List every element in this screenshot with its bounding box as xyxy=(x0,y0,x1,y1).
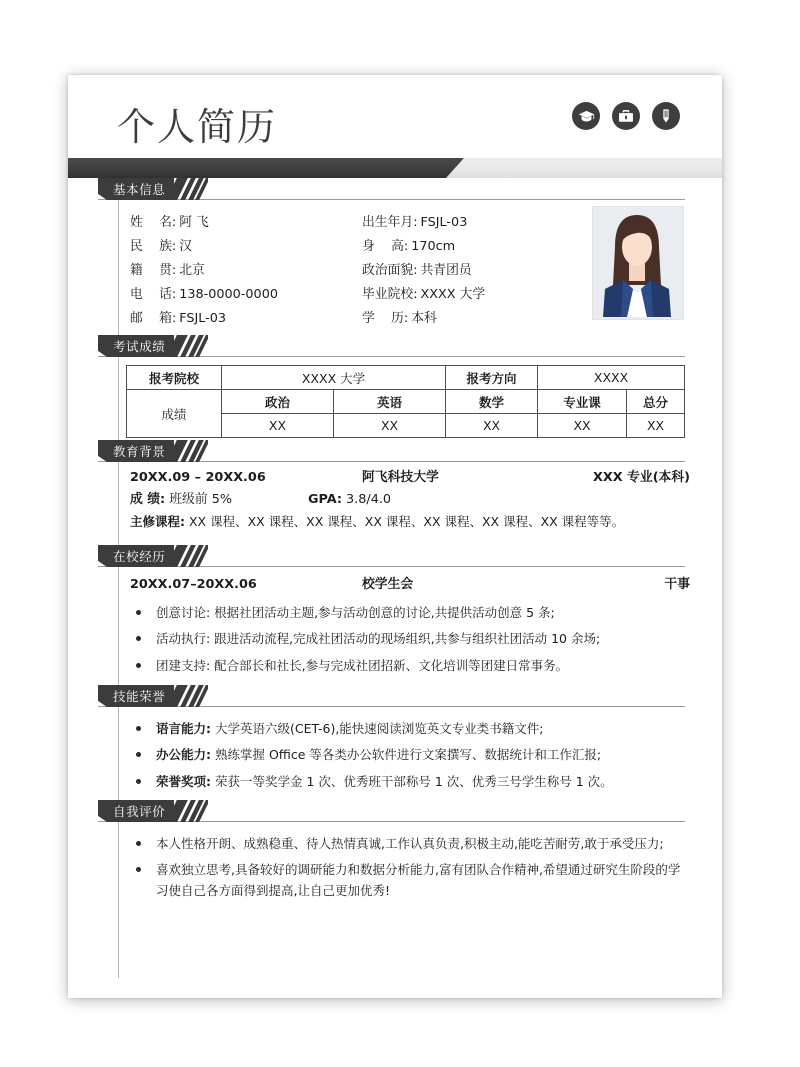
section-self-evaluation xyxy=(68,800,722,920)
info-row xyxy=(130,280,560,304)
field-label: 籍 贯: xyxy=(130,262,177,278)
tag-stripes xyxy=(174,685,208,707)
tag-notch xyxy=(98,335,107,357)
skill-label: 办公能力: xyxy=(156,747,211,763)
gpa-label: GPA: xyxy=(308,492,342,507)
cell-score: XX xyxy=(538,414,627,438)
skill-label: 语言能力: xyxy=(156,721,211,736)
list-item xyxy=(130,745,690,765)
field-value: 本科 xyxy=(411,310,437,326)
page-title: 个人简历 xyxy=(117,105,278,149)
section-header-basic xyxy=(68,178,722,202)
courses-value: XX 课程、XX 课程、XX 课程、XX 课程、XX 课程、XX 课程、XX 课程等等。 xyxy=(188,514,625,529)
field-height xyxy=(362,235,455,254)
field-value: XXXX 大学 xyxy=(420,286,486,302)
graduation-cap-icon xyxy=(572,102,600,130)
cell-score-label: 成绩 xyxy=(127,390,222,438)
field-ethnicity xyxy=(130,235,362,254)
cell-direction-value: XXXX xyxy=(538,366,685,390)
info-row xyxy=(130,232,560,256)
cell-score: XX xyxy=(334,414,446,438)
field-label: 学 历: xyxy=(362,310,409,326)
tag-body xyxy=(107,178,174,200)
field-university xyxy=(362,283,485,302)
list-item: 本人性格开朗、成熟稳重、待人热情真诚,工作认真负责,积极主动,能吃苦耐劳,敢于承受压力; xyxy=(130,834,690,854)
resume-body xyxy=(68,178,722,998)
section-campus-experience xyxy=(68,545,722,685)
field-value: 汉 xyxy=(179,238,192,254)
campus-date: 20XX.07–20XX.06 xyxy=(130,577,257,592)
skill-label: 荣誉奖项: xyxy=(156,773,211,789)
list-item: 创意讨论: 根据社团活动主题,参与活动创意的讨论,共提供活动创意 5 条; xyxy=(130,603,690,623)
cell-school-value: XXXX 大学 xyxy=(222,366,446,390)
exam-score-table xyxy=(126,365,685,438)
cell-subject: 专业课 xyxy=(538,390,627,414)
tag-stripes xyxy=(174,440,208,462)
cell-subject: 英语 xyxy=(334,390,446,414)
list-item: 团建支持: 配合部长和社长,参与完成社团招新、文化培训等团建日常事务。 xyxy=(130,656,690,676)
section-title-campus: 在校经历 xyxy=(113,549,166,564)
field-value: 170cm xyxy=(411,238,456,254)
field-value: 北京 xyxy=(179,262,205,278)
education-rank xyxy=(130,490,232,510)
section-tag-scores xyxy=(98,335,208,357)
tag-body xyxy=(107,685,174,707)
field-label: 电 话: xyxy=(130,286,177,302)
tag-notch xyxy=(98,685,107,707)
briefcase-icon xyxy=(612,102,640,130)
field-value: 阿 飞 xyxy=(179,214,209,230)
field-value: 138-0000-0000 xyxy=(179,286,278,302)
education-school: 阿飞科技大学 xyxy=(362,470,439,485)
field-value: 共青团员 xyxy=(420,262,472,278)
tag-body xyxy=(107,545,174,567)
rank-value: 班级前 5% xyxy=(169,492,233,507)
tag-stripes xyxy=(174,178,208,200)
basic-info-grid xyxy=(130,208,560,328)
list-item: 活动执行: 跟进活动流程,完成社团活动的现场组织,共参与组织社团活动 10 余场; xyxy=(130,629,690,649)
banner-dark-strip xyxy=(68,158,464,178)
cell-school-label: 报考院校 xyxy=(127,366,222,390)
campus-content xyxy=(130,575,690,682)
section-title-self: 自我评价 xyxy=(113,804,166,819)
tag-stripes xyxy=(174,800,208,822)
tag-stripes xyxy=(174,545,208,567)
tag-body xyxy=(107,335,174,357)
education-date: 20XX.09 – 20XX.06 xyxy=(130,470,266,485)
avatar xyxy=(592,206,684,320)
tag-body xyxy=(107,440,174,462)
info-row xyxy=(130,208,560,232)
field-label: 姓 名: xyxy=(130,214,177,230)
field-political-status xyxy=(362,259,472,278)
education-major: XXX 专业(本科) xyxy=(593,470,690,485)
skill-text: 荣获一等奖学金 1 次、优秀班干部称号 1 次、优秀三号学生称号 1 次。 xyxy=(214,773,613,789)
section-tag-self xyxy=(98,800,208,822)
field-label: 身 高: xyxy=(362,238,409,254)
section-tag-campus xyxy=(98,545,208,567)
tag-notch xyxy=(98,800,107,822)
education-gpa xyxy=(308,490,391,510)
list-item xyxy=(130,772,690,792)
section-title-skills: 技能荣誉 xyxy=(113,689,166,704)
section-tag-basic xyxy=(98,178,208,200)
field-label: 毕业院校: xyxy=(362,286,418,302)
tag-notch xyxy=(98,440,107,462)
skills-bullet-list xyxy=(130,719,690,792)
campus-role: 干事 xyxy=(664,577,690,592)
table-row xyxy=(127,390,685,414)
header-banner-bar xyxy=(68,158,722,178)
tag-notch xyxy=(98,545,107,567)
cell-score: XX xyxy=(446,414,538,438)
section-header-scores xyxy=(68,335,722,359)
cell-subject: 数学 xyxy=(446,390,538,414)
education-courses-row xyxy=(130,512,690,531)
rank-label: 成 绩: xyxy=(130,492,166,507)
tag-notch xyxy=(98,178,107,200)
field-email xyxy=(130,307,362,326)
section-basic-info xyxy=(68,178,722,333)
campus-org: 校学生会 xyxy=(362,577,414,592)
field-label: 邮 箱: xyxy=(130,310,177,326)
section-tag-education xyxy=(98,440,208,462)
resume-header xyxy=(68,75,722,158)
section-header-education xyxy=(68,440,722,464)
self-eval-bullet-list xyxy=(130,834,690,901)
info-row xyxy=(130,256,560,280)
field-value: FSJL-03 xyxy=(420,214,468,230)
tag-stripes xyxy=(174,335,208,357)
field-hometown xyxy=(130,259,362,278)
field-name xyxy=(130,211,362,230)
campus-headline-row xyxy=(130,575,690,597)
cell-score: XX xyxy=(222,414,334,438)
section-tag-skills xyxy=(98,685,208,707)
self-eval-content xyxy=(130,834,690,907)
skills-content xyxy=(130,719,690,798)
cell-direction-label: 报考方向 xyxy=(446,366,538,390)
tag-body xyxy=(107,800,174,822)
section-title-scores: 考试成绩 xyxy=(113,339,166,354)
section-title-basic: 基本信息 xyxy=(113,182,166,197)
field-label: 政治面貌: xyxy=(362,262,418,278)
campus-bullet-list xyxy=(130,603,690,676)
info-row xyxy=(130,304,560,328)
field-label: 出生年月: xyxy=(362,214,418,230)
header-icon-group xyxy=(572,102,680,130)
field-label: 民 族: xyxy=(130,238,177,254)
field-phone xyxy=(130,283,362,302)
resume-page xyxy=(68,75,722,998)
pencil-icon xyxy=(652,102,680,130)
section-header-self xyxy=(68,800,722,824)
cell-subject: 政治 xyxy=(222,390,334,414)
table-row xyxy=(127,366,685,390)
section-education xyxy=(68,440,722,545)
skill-text: 大学英语六级(CET-6),能快速阅读浏览英文专业类书籍文件; xyxy=(214,721,544,736)
field-value: FSJL-03 xyxy=(179,310,227,326)
education-headline-row xyxy=(130,468,690,490)
skill-text: 熟练掌握 Office 等各类办公软件进行文案撰写、数据统计和工作汇报; xyxy=(214,747,602,763)
courses-label: 主修课程: xyxy=(130,514,185,529)
section-exam-scores xyxy=(68,335,722,440)
gpa-value: 3.8/4.0 xyxy=(346,492,392,507)
education-rank-row xyxy=(130,490,690,512)
cell-subject: 总分 xyxy=(627,390,685,414)
section-header-campus xyxy=(68,545,722,569)
section-skills-honors xyxy=(68,685,722,800)
list-item xyxy=(130,719,690,739)
cell-score: XX xyxy=(627,414,685,438)
list-item: 喜欢独立思考,具备较好的调研能力和数据分析能力,富有团队合作精神,希望通过研究生阶段的学习使自己各方面得到提高,让自己更加优秀! xyxy=(130,860,690,901)
field-degree xyxy=(362,307,437,326)
section-header-skills xyxy=(68,685,722,709)
section-title-education: 教育背景 xyxy=(113,444,166,459)
education-content xyxy=(130,468,690,531)
field-birth xyxy=(362,211,467,230)
